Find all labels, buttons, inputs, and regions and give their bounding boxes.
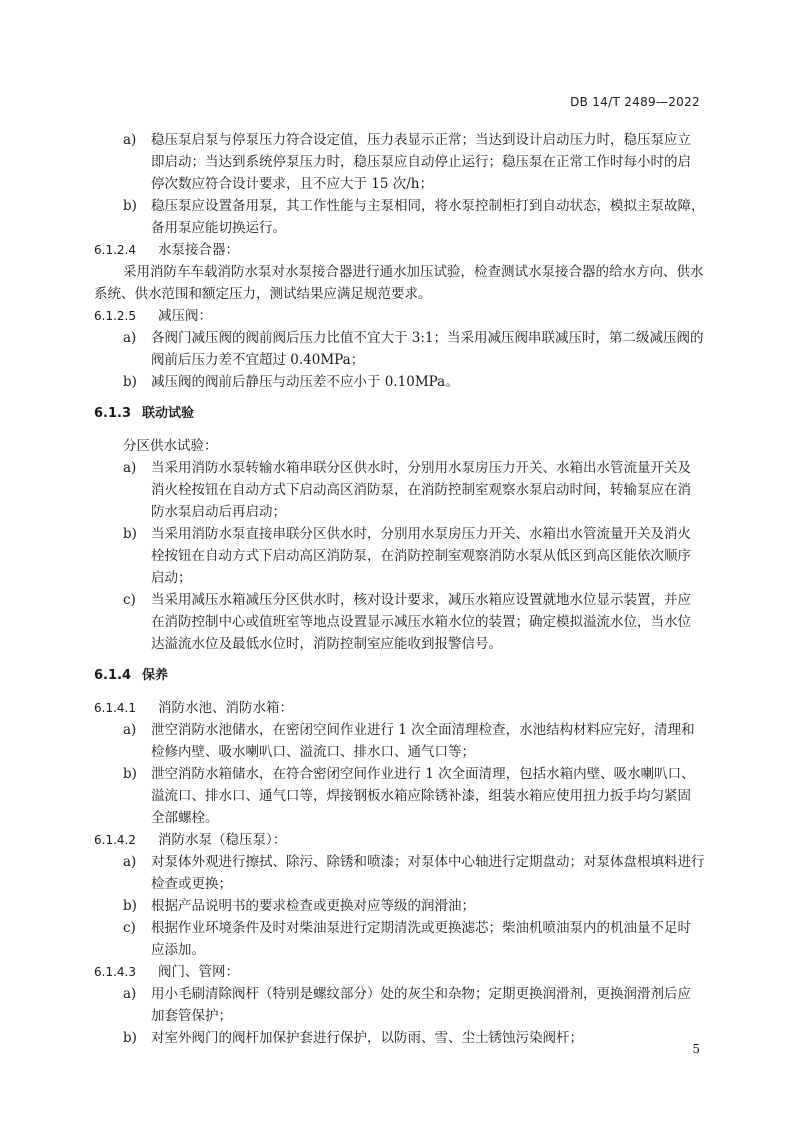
list-label: b) <box>123 198 137 214</box>
section-number: 6.1.2.5 <box>94 309 136 323</box>
section-title: 水泵接合器： <box>158 242 239 258</box>
text-line: 加套管保护； <box>151 1008 232 1024</box>
section-number: 6.1.4.1 <box>94 701 136 715</box>
document-header: DB 14/T 2489—2022 <box>570 95 700 109</box>
text-line: 检查或更换； <box>151 876 232 892</box>
list-label: a) <box>123 986 137 1002</box>
text-line: 溢流口、排水口、通气口等，焊接钢板水箱应除锈补漆，组装水箱应使用扭力扳手均匀紧固 <box>151 788 691 804</box>
list-label: a) <box>123 722 137 738</box>
text-line: 泄空消防水池储水，在密闭空间作业进行 1 次全面清理检查，水池结构材料应完好，清理和 <box>151 722 695 738</box>
text-line: 即启动；当达到系统停泵压力时，稳压泵应自动停止运行；稳压泵在正常工作时每小时的启 <box>151 154 691 170</box>
text-line: 阀前后压力差不宜超过 0.40MPa； <box>151 352 365 368</box>
text-line: 当采用消防水泵转输水箱串联分区供水时，分别用水泵房压力开关、水箱出水管流量开关及 <box>151 460 691 476</box>
list-label: b) <box>123 766 137 782</box>
section-title: 消防水泵（稳压泵）： <box>158 832 287 848</box>
text-line: 泄空消防水箱储水，在符合密闭空间作业进行 1 次全面清理，包括水箱内壁、吸水喇叭口、 <box>151 766 695 782</box>
text-line: 各阀门减压阀的阀前阀后压力比值不宜大于 3:1；当采用减压阀串联减压时，第二级减压阀的 <box>151 330 704 346</box>
section-title: 减压阀： <box>158 308 212 324</box>
text-line: 应添加。 <box>151 942 205 958</box>
section-number: 6.1.3 <box>94 406 132 421</box>
text-line: 消火栓按钮在自动方式下启动高区消防泵，在消防控制室观察水泵启动时间，转输泵应在消 <box>151 482 691 498</box>
section-number: 6.1.4.3 <box>94 965 136 979</box>
list-label: b) <box>123 898 137 914</box>
text-line: 用小毛刷清除阀杆（特别是螺纹部分）处的灰尘和杂物；定期更换润滑剂，更换润滑剂后应 <box>151 986 691 1002</box>
text-line: 对泵体外观进行擦拭、除污、除锈和喷漆；对泵体中心轴进行定期盘动；对泵体盘根填料进行 <box>151 854 705 870</box>
text-line: 分区供水试验： <box>123 438 218 454</box>
section-heading: 保养 <box>142 668 169 683</box>
text-line: 备用泵应能切换运行。 <box>151 220 286 236</box>
list-label: a) <box>123 132 137 148</box>
text-line: 在消防控制中心或值班室等地点设置显示减压水箱水位的装置；确定模拟溢流水位，当水位 <box>151 614 691 630</box>
text-line: 根据产品说明书的要求检查或更换对应等级的润滑油； <box>151 898 475 914</box>
text-line: 当采用消防水泵直接串联分区供水时，分别用水泵房压力开关、水箱出水管流量开关及消火 <box>151 526 691 542</box>
section-heading: 联动试验 <box>142 406 195 421</box>
text-line: 根据作业环境条件及时对柴油泵进行定期清洗或更换滤芯；柴油机喷油泵内的机油量不足时 <box>151 920 691 936</box>
section-number: 6.1.4.2 <box>94 833 136 847</box>
text-line: 对室外阀门的阀杆加保护套进行保护，以防雨、雪、尘土锈蚀污染阀杆； <box>151 1030 583 1046</box>
text-line: 当采用减压水箱减压分区供水时，核对设计要求，减压水箱应设置就地水位显示装置，并应 <box>151 592 691 608</box>
text-line: 防水泵启动后再启动； <box>151 504 286 520</box>
text-line: 全部螺栓。 <box>151 810 219 826</box>
text-line: 减压阀的阀前后静压与动压差不应小于 0.10MPa。 <box>151 374 459 390</box>
list-label: c) <box>123 592 136 608</box>
section-number: 6.1.2.4 <box>94 243 136 257</box>
section-title: 消防水池、消防水箱： <box>158 700 293 716</box>
list-label: a) <box>123 460 137 476</box>
text-line: 稳压泵启泵与停泵压力符合设定值，压力表显示正常；当达到设计启动压力时，稳压泵应立 <box>151 132 691 148</box>
page-number: 5 <box>692 1042 700 1056</box>
list-label: b) <box>123 374 137 390</box>
section-number: 6.1.4 <box>94 668 132 683</box>
section-title: 阀门、管网： <box>158 964 239 980</box>
list-label: b) <box>123 1030 137 1046</box>
text-line: 停次数应符合设计要求，且不应大于 15 次/h； <box>151 176 434 192</box>
text-line: 启动； <box>151 570 192 586</box>
list-label: a) <box>123 854 137 870</box>
text-line: 达溢流水位及最低水位时，消防控制室应能收到报警信号。 <box>151 636 502 652</box>
list-label: b) <box>123 526 137 542</box>
list-label: c) <box>123 920 136 936</box>
text-line: 栓按钮在自动方式下启动高区消防泵，在消防控制室观察消防水泵从低区到高区能依次顺序 <box>151 548 691 564</box>
text-line: 稳压泵应设置备用泵，其工作性能与主泵相同，将水泵控制柜打到自动状态，模拟主泵故障， <box>151 198 705 214</box>
text-line: 系统、供水范围和额定压力，测试结果应满足规范要求。 <box>94 286 432 302</box>
list-label: a) <box>123 330 137 346</box>
text-line: 检修内壁、吸水喇叭口、溢流口、排水口、通气口等； <box>151 744 475 760</box>
text-line: 采用消防车车载消防水泵对水泵接合器进行通水加压试验，检查测试水泵接合器的给水方向、供水 <box>123 264 704 280</box>
